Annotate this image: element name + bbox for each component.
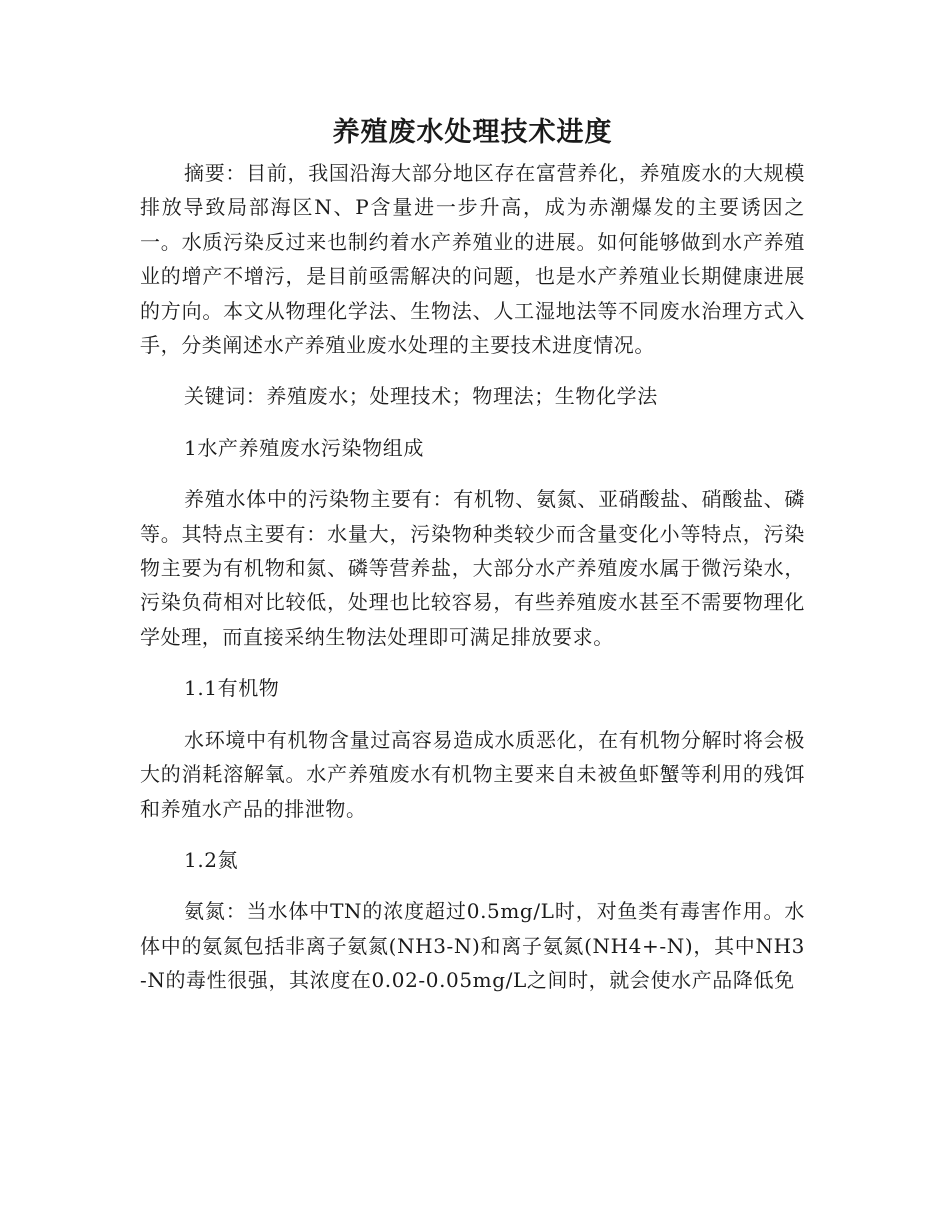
paragraph-gap [140,826,805,843]
section-1-body: 养殖水体中的污染物主要有：有机物、氨氮、亚硝酸盐、硝酸盐、磷等。其特点主要有：水量大，污染物种类较少而含量变化小等特点，污染物主要为有机物和氮、磷等营养盐，大部分水产养殖废水属于微污染水，污染负荷相对比较低，处理也比较容易，有些养殖废水甚至不需要物理化学处理，而直接采纳生物法处理即可满足排放要求。 [140,487,805,649]
paragraph-gap [140,362,805,379]
keywords-paragraph: 关键词：养殖废水；处理技术；物理法；生物化学法 [184,384,658,409]
paragraph-gap [140,465,805,482]
paragraph-gap [140,706,805,723]
paragraph-gap [140,654,805,671]
section-1-heading: 1水产养殖废水污染物组成 [184,435,424,460]
abstract-paragraph: 摘要：目前，我国沿海大部分地区存在富营养化，养殖废水的大规模排放导致局部海区N、P含量进一步升高，成为赤潮爆发的主要诱因之一。水质污染反过来也制约着水产养殖业的进展。如何能够做到水产养殖业的增产不增污，是目前亟需解决的问题，也是水产养殖业长期健康进展的方向。本文从物理化学法、生物法、人工湿地法等不同废水治理方式入手，分类阐述水产养殖业废水处理的主要技术进度情况。 [140,161,805,358]
paragraph-gap [140,414,805,431]
document-page [140,110,805,998]
paragraph-gap [140,877,805,894]
section-1-2-heading: 1.2氮 [184,847,239,872]
section-1-1-body: 水环境中有机物含量过高容易造成水质恶化，在有机物分解时将会极大的消耗溶解氧。水产养殖废水有机物主要来自未被鱼虾蟹等利用的残饵和养殖水产品的排泄物。 [140,727,805,821]
document-title: 养殖废水处理技术进度 [332,117,613,148]
section-1-1-heading: 1.1有机物 [184,676,280,701]
section-1-2-body: 氨氮：当水体中TN的浓度超过0.5mg/L时，对鱼类有毒害作用。水体中的氨氮包括非离子氨氮(NH3-N)和离子氨氮(NH4+-N)，其中NH3-N的毒性很强，其浓度在0.02-0.05mg/L之间时，就会使水产品降低免 [140,899,805,993]
